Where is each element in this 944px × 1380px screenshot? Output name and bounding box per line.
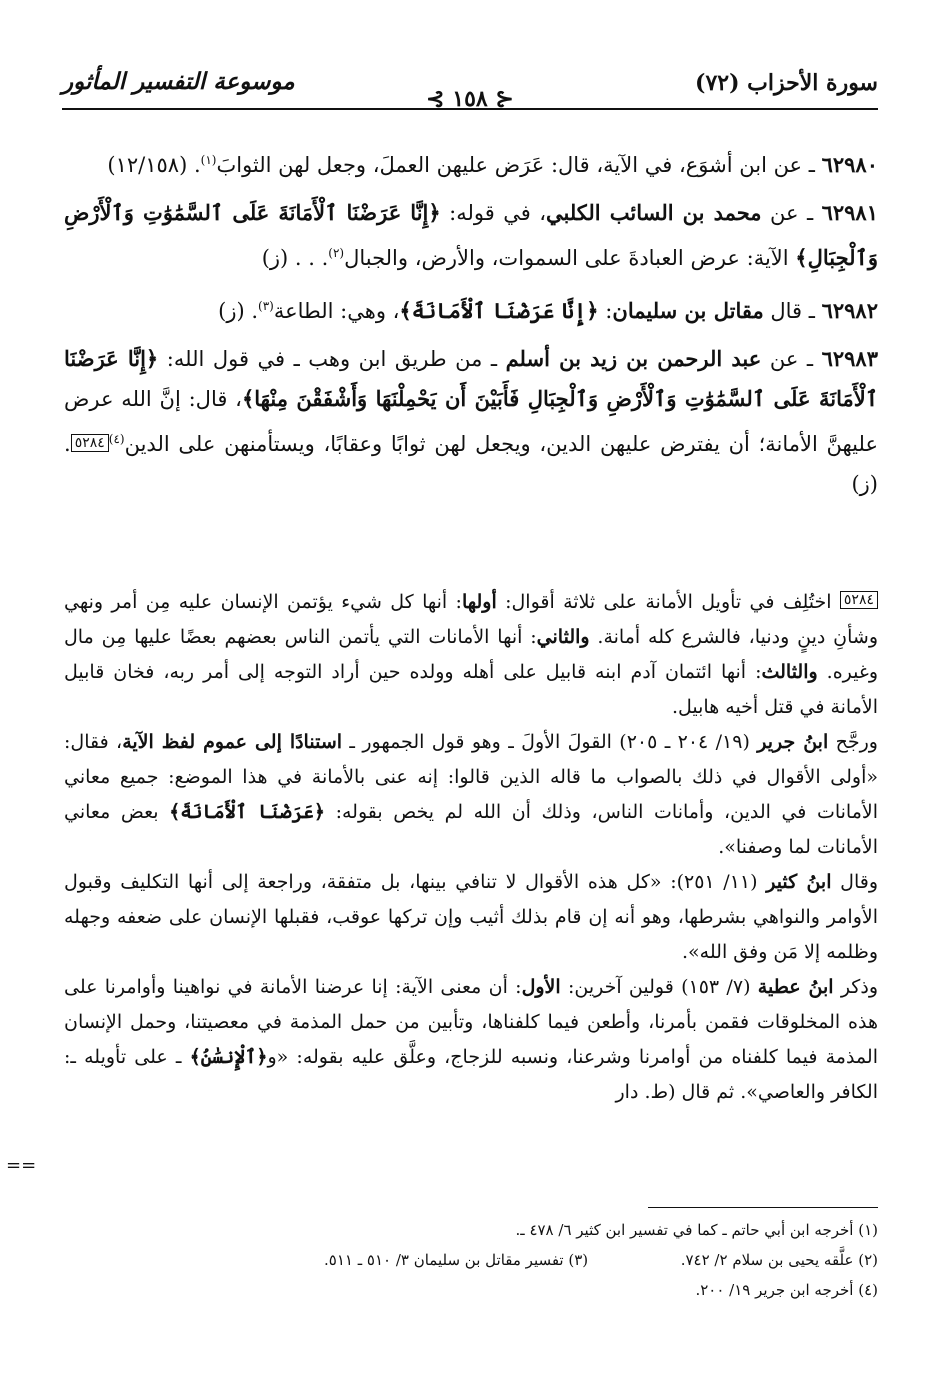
footnote-marker: (٣) [258,299,274,313]
narrator-name: مقاتل بن سليمان [612,298,764,323]
commentary-block [64,583,878,1110]
commentary-text: (١٩/ ٢٠٤ ـ ٢٠٥) القولَ الأولَ ـ وهو قول الجمهور ـ [342,731,758,753]
footnote-row [64,1245,878,1275]
commentary-text: بعض معاني الأمانات لما وصفنا». [64,801,878,858]
continuation-mark: == [6,1155,37,1176]
entry-text: الآية: عرض العبادةَ على السموات، والأرض، والجبال [344,246,796,270]
entry-text: ـ عن ابن أشوَع، في الآية، قال: عَرَض عليهن العملَ، وجعل لهن الثوابَ [216,153,822,177]
entry-text: ، وهي: الطاعة [273,299,400,323]
commentary-text: ورجَّح [828,731,878,753]
commentary-paragraph [64,970,878,1110]
commentary-text: : أن معنى الآية: إنا عرضنا الأمانة في نواهينا وأوامرنا على هذه المخلوقات فقمن بأمرنا، وأطعن فيما كلفناها، وتأبين من حمل المذمة في معصيتنا، وحمل الإنسان المذمة فيما كلفناه من أوامرنا وشرعنا، ونسبه للزجاج، وعلَّق عليه بقوله: «و [64,976,878,1068]
commentary-bold: والثالث [761,661,818,683]
commentary-text: : أنها ائتمان آدم ابنه قابيل على أهله وولده حين أراد التوجه إلى أمر ربه، فخان قابيل الأمانة في قتل أخيه هابيل. [64,661,878,718]
footnote-marker: (١) [200,153,217,167]
page-header [62,62,878,112]
footnote-1: (١) أخرجه ابن أبي حاتم ـ كما في تفسير ابن كثير ٦/ ٤٧٨ ـ. [515,1221,878,1239]
footnotes [64,1215,878,1305]
commentary-text: وقال [831,871,878,893]
commentary-bold: استنادًا إلى عموم لفظ الآية [122,731,343,753]
commentary-text: ، فقال: «أولى الأقوال في ذلك بالصواب ما قاله الذين قالوا: إنه عنى بالأمانة في هذا الموضع: جميع معاني الأمانات في الدين، وأمانات الناس، وذلك أن الله لم يخص بقوله: [64,731,878,823]
footnote-marker: (٤) [108,432,125,446]
entry-number: ٦٢٩٨٢ [821,298,878,323]
commentary-text: وذكر [833,976,878,998]
entry-text: ـ من طريق ابن وهب ـ في قول الله: [158,347,506,371]
entry-text: ـ عن [761,347,822,371]
page-number: ⊰ ١٥٨ ⊱ [426,86,514,112]
entry-text: : [598,299,613,323]
commentary-bold: ابنُ عطية [757,976,834,998]
entry-text: ، في قوله: [440,201,547,225]
commentary-text: : أنها الأمانات التي يأتمن الناس بعضهم بعضًا عليها مِن مال وغيره. [64,626,878,683]
entry-62982 [64,286,878,331]
entry-62981 [64,193,878,278]
quran-verse: ﴿ٱلْإِنسَٰنُ﴾ [189,1046,268,1068]
entry-62980 [64,140,878,185]
quran-verse: ﴿إِنَّا عَرَضْنَا ٱلْأَمَانَةَ﴾ [399,298,599,323]
entry-number: ٦٢٩٨١ [821,200,878,225]
quran-verse: ﴿عَرَضْنَا ٱلْأَمَانَةَ﴾ [169,801,325,823]
commentary-text: (٧/ ١٥٣) قولين آخرين: [560,976,758,998]
commentary-ref-box: ٥٢٨٤ [840,591,878,609]
commentary-paragraph [64,725,878,865]
commentary-bold: أولها [461,591,497,613]
entry-text: ـ قال [763,299,822,323]
header-rule [62,108,878,110]
entry-citation: . (١٢/١٥٨) [107,153,201,177]
entry-number: ٦٢٩٨٣ [821,346,878,371]
commentary-ref-box[interactable]: ٥٢٨٤ [71,434,109,452]
footnote-rule [648,1207,878,1208]
commentary-bold: الأول [521,976,561,998]
commentary-text: اختُلِف في تأويل الأمانة على ثلاثة أقوال: [496,591,840,613]
footnote-4: (٤) أخرجه ابن جرير ١٩/ ٢٠٠. [695,1281,878,1299]
page-number-value: ١٥٨ [452,86,488,112]
entry-text: ، قال: إنَّ الله عرض عليهنَّ الأمانة؛ أن يفترض عليهن الدين، ويجعل لهن ثوابًا وعقابًا، ويستأمنهن على الدين [64,387,878,456]
main-content [64,140,878,512]
surah-title: سورة الأحزاب (٧٢) [695,70,878,96]
narrator-name: عبد الرحمن بن زيد بن أسلم [505,346,762,371]
footnote-2: (٢) علَّقه يحيى بن سلام ٢/ ٧٤٢. [680,1251,878,1269]
entry-citation: . . . (ز) [261,246,329,270]
commentary-text: (١١/ ٢٥١): «كل هذه الأقوال لا تنافي بينها، بل متفقة، وراجعة إلى أنها التكليف وقبول الأوامر والنواهي بشرطها، وهو أنه إن قام بذلك أثيب وإن تركها عوقب، فقبلها الإنسان على ضعفه وجهله وظلمه إلا مَن وفق الله». [64,871,878,963]
entry-text: ـ عن [761,201,822,225]
entry-citation: . (ز) [64,432,878,496]
commentary-text: : أنها كل شيء يؤتمن الإنسان عليه مِن أمر ونهي وشأنِ دينٍ ودنيا، فالشرع كله أمانة. [64,591,879,648]
quran-verse: ﴿إِنَّا عَرَضْنَا ٱلْأَمَانَةَ عَلَى ٱلسَّمَٰوَٰتِ وَٱلْأَرْضِ وَٱلْجِبَالِ فَأَبَيْنَ أَن يَحْمِلْنَهَا وَأَشْفَقْنَ مِنْهَا﴾ [64,346,878,411]
commentary-text: ـ على تأويله ـ: الكافر والعاصي». ثم قال (ط. دار [64,1046,878,1103]
commentary-paragraph [64,583,878,725]
footnote-3: (٣) تفسير مقاتل بن سليمان ٣/ ٥١٠ ـ ٥١١. [324,1251,589,1269]
footnote-marker: (٢) [328,246,345,260]
commentary-bold: ابنُ كثير [766,871,832,893]
entry-62983 [64,339,878,504]
commentary-bold: والثاني [536,626,590,648]
commentary-bold: ابنُ جرير [757,731,829,753]
entry-citation: . (ز) [218,299,259,323]
book-title: موسوعة التفسير المأثور [62,68,295,95]
narrator-name: محمد بن السائب الكلبي [546,200,762,225]
commentary-paragraph [64,865,878,970]
entry-number: ٦٢٩٨٠ [821,152,878,177]
quran-verse: ﴿إِنَّا عَرَضْنَا ٱلْأَمَانَةَ عَلَى ٱلسَّمَٰوَٰتِ وَٱلْأَرْضِ وَٱلْجِبَالِ﴾ [64,200,878,270]
